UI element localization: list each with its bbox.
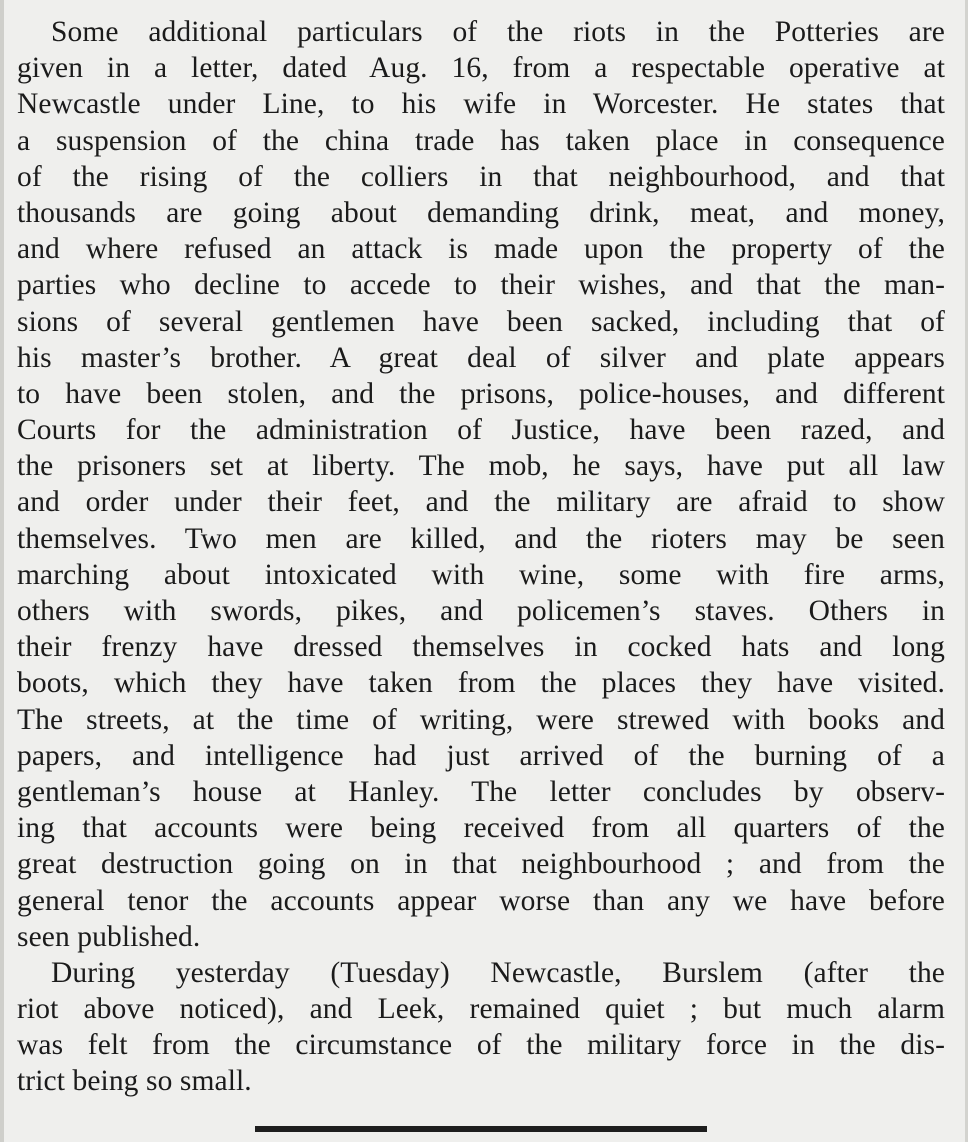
text-line: their frenzy have dressed themselves in cocked hats and long (17, 631, 945, 664)
text-line: Newcastle under Line, to his wife in Worcester. He states that (17, 88, 945, 121)
text-line: others with swords, pikes, and policemen’s staves. Others in (17, 595, 945, 627)
paragraph-tuesday-report (17, 955, 945, 1100)
text-line: The streets, at the time of writing, were strewed with books and (17, 703, 945, 736)
text-line: riot above noticed), and Leek, remained quiet ; but much alarm (17, 993, 945, 1026)
text-line: general tenor the accounts appear worse than any we have before (17, 884, 945, 917)
text-line: great destruction going on in that neighbourhood ; and from the (17, 848, 945, 881)
text-line: his master’s brother. A great deal of silver and plate appears (17, 341, 945, 374)
text-line: to have been stolen, and the prisons, police-houses, and different (17, 377, 945, 410)
text-line: During yesterday (Tuesday) Newcastle, Burslem (after the (51, 956, 945, 989)
text-line: given in a letter, dated Aug. 16, from a respectable operative at (17, 52, 945, 85)
text-line: and order under their feet, and the military are afraid to show (17, 486, 945, 519)
paragraph-riots-letter (17, 14, 945, 955)
text-line: parties who decline to accede to their wishes, and that the man- (17, 269, 945, 302)
text-line: seen published. (17, 920, 201, 953)
text-line: the prisoners set at liberty. The mob, he says, have put all law (17, 450, 945, 483)
text-line: Some additional particulars of the riots in the Potteries are (51, 16, 945, 48)
text-line: was felt from the circumstance of the military force in the dis- (17, 1029, 945, 1062)
text-line: boots, which they have taken from the places they have visited. (17, 667, 945, 700)
text-line: papers, and intelligence had just arrived of the burning of a (17, 739, 945, 772)
text-line: and where refused an attack is made upon the property of the (17, 233, 945, 266)
text-line: thousands are going about demanding drink, meat, and money, (17, 196, 945, 229)
scan-edge-left (0, 0, 4, 1142)
article-column (17, 14, 945, 1100)
text-line: trict being so small. (17, 1065, 252, 1098)
text-line: of the rising of the colliers in that neighbourhood, and that (17, 160, 945, 193)
text-line: a suspension of the china trade has taken place in consequence (17, 124, 945, 157)
text-line: marching about intoxicated with wine, some with fire arms, (17, 558, 945, 591)
section-divider-rule (255, 1126, 707, 1132)
text-line: Courts for the administration of Justice, have been razed, and (17, 414, 945, 447)
text-line: ing that accounts were being received from all quarters of the (17, 812, 945, 845)
text-line: themselves. Two men are killed, and the rioters may be seen (17, 522, 945, 555)
text-line: sions of several gentlemen have been sacked, including that of (17, 305, 945, 338)
text-line: gentleman’s house at Hanley. The letter concludes by observ- (17, 775, 945, 808)
